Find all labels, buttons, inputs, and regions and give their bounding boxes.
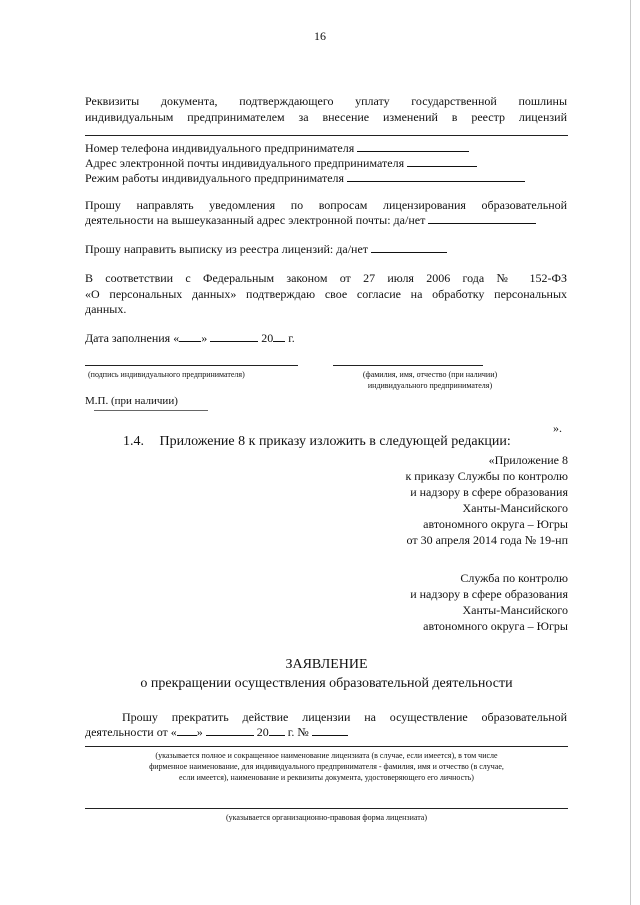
- license-month-line[interactable]: [206, 725, 254, 736]
- signature-caption: (подпись индивидуального предпринимателя): [88, 370, 245, 379]
- amendment-number: 1.4.: [123, 434, 144, 449]
- fio-caption-2: индивидуального предпринимателя): [367, 381, 493, 390]
- seal-label: М.П. (при наличии): [85, 395, 178, 407]
- rekvizity-line-1: Реквизиты документа, подтверждающего уплату государственной пошлины: [85, 94, 568, 108]
- licensee-name-line[interactable]: [85, 746, 568, 747]
- date-day-line[interactable]: [179, 331, 201, 342]
- notifications-input-line[interactable]: [428, 213, 536, 224]
- licensee-caption-2: фирменное наименование, для индивидуального предпринимателя - фамилия, имя и отчество (в случае,: [149, 762, 504, 771]
- amendment-text: Приложение 8 к приказу изложить в следующей редакции:: [159, 434, 511, 449]
- statement-title: ЗАЯВЛЕНИЕ: [285, 657, 368, 672]
- fio-line[interactable]: [333, 365, 483, 366]
- phone-field-row: [85, 140, 469, 156]
- phone-input-line[interactable]: [357, 141, 469, 152]
- statement-subtitle: о прекращении осуществления образовательной деятельности: [140, 676, 513, 691]
- statement-body-line-2: деятельности от « » 20 г. №: [85, 724, 348, 740]
- extract-label: Прошу направить выписку из реестра лицензий: да/нет: [85, 242, 369, 256]
- license-number-line[interactable]: [312, 725, 348, 736]
- fio-caption-1: (фамилия, имя, отчество (при наличии): [362, 370, 498, 379]
- phone-label: Номер телефона индивидуального предпринимателя: [85, 141, 355, 155]
- appendix-header: «Приложение 8 к приказу Службы по контролю и надзору в сфере образования Ханты-Мансийского автономного округа – Югры от 30 апреля 2014 года № 19-нп: [405, 453, 568, 547]
- consent-line-3: данных.: [85, 302, 127, 316]
- license-day-line[interactable]: [177, 725, 197, 736]
- licensee-caption-1: (указывается полное и сокращенное наименование лицензиата (в случае, если имеется), в том числе: [155, 751, 498, 760]
- extract-input-line[interactable]: [371, 242, 447, 253]
- date-month-line[interactable]: [210, 331, 258, 342]
- seal-underline: [94, 410, 208, 411]
- page-number: 16: [314, 29, 326, 43]
- page-edge-line: [630, 0, 631, 905]
- consent-line-2: «О персональных данных» подтверждаю свое согласие на обработку персональных: [85, 287, 568, 301]
- signature-line[interactable]: [85, 365, 298, 366]
- closing-quote: ».: [553, 421, 562, 435]
- schedule-input-line[interactable]: [347, 171, 525, 182]
- license-year-line[interactable]: [269, 725, 285, 736]
- date-year-line[interactable]: [273, 331, 285, 342]
- email-field-row: [85, 155, 477, 171]
- schedule-field-row: [85, 170, 525, 186]
- statement-body-line-1: Прошу прекратить действие лицензии на осуществление образовательной: [122, 710, 568, 724]
- addressee-block: Служба по контролю и надзору в сфере образования Ханты-Мансийского автономного округа – Югры: [410, 571, 568, 633]
- email-input-line[interactable]: [407, 156, 477, 167]
- rekvizity-line-2: индивидуальным предпринимателем за внесение изменений в реестр лицензий: [85, 110, 568, 124]
- date-fill-row: Дата заполнения « » 20 г.: [85, 331, 295, 345]
- org-form-caption: (указывается организационно-правовая форма лицензиата): [225, 813, 428, 822]
- notifications-line-1: Прошу направлять уведомления по вопросам лицензирования образовательной: [85, 198, 568, 212]
- extract-row: [85, 241, 447, 257]
- notifications-line-2: деятельности на вышеуказанный адрес электронной почты: да/нет: [85, 212, 536, 228]
- licensee-caption-3: если имеется), наименование и реквизиты документа, удостоверяющего его личность): [179, 773, 474, 782]
- org-form-line[interactable]: [85, 808, 568, 809]
- amendment-line: [123, 434, 511, 450]
- email-label: Адрес электронной почты индивидуального предпринимателя: [85, 156, 405, 170]
- rekvizity-blank-line[interactable]: [85, 135, 568, 136]
- schedule-label: Режим работы индивидуального предпринимателя: [85, 171, 345, 185]
- consent-line-1: В соответствии с Федеральным законом от 27 июля 2006 года № 152-ФЗ: [85, 271, 568, 285]
